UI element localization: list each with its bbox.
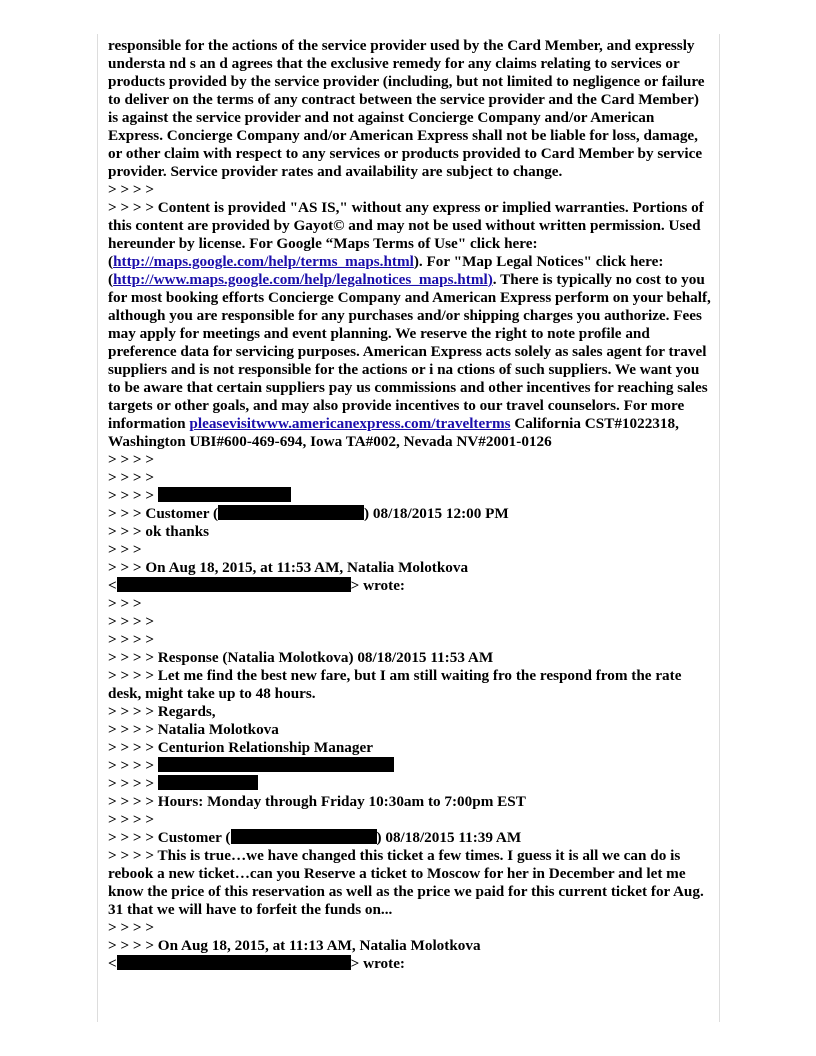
quote-line: > > > >	[108, 811, 155, 828]
redaction-block	[117, 955, 351, 970]
page-right-border	[719, 34, 720, 1022]
signature-regards: > > > > Regards,	[108, 703, 216, 720]
maps-terms-link[interactable]: http://maps.google.com/help/terms_maps.html	[113, 253, 414, 270]
quote-line: > > > >	[108, 181, 155, 198]
disclaimer-text: ). For "Map Legal Notices" click here: (	[108, 253, 664, 288]
redacted-line	[108, 775, 712, 793]
header-prefix: > > > Customer (	[108, 505, 219, 522]
customer-message-header	[108, 505, 712, 523]
quote-line: > > >	[108, 541, 142, 558]
message-line: > > > ok thanks	[108, 523, 210, 540]
disclaimer-text: . There is typically no cost to you for most booking efforts Concierge Company and American Express perform on your behalf, although you are responsible for any purchases and/or shipping charges you authorize. Fees may apply for meetings and event planning. We reserve the right to note profile and preference data for servicing purposes. American Express acts solely as sales agent for travel suppliers and is not responsible for the actions or i na ctions of such suppliers. We want you to be aware that certain suppliers pay us commissions and other incentives for reaching sales targets or other goals, and may also provide incentives to our travel counselors. For more information	[108, 271, 711, 432]
header-timestamp: ) 08/18/2015 12:00 PM	[364, 505, 509, 522]
signature-title: > > > > Centurion Relationship Manager	[108, 739, 373, 756]
disclaimer-paragraph: responsible for the actions of the service provider used by the Card Member, and expressly understa nd s an d agrees that the exclusive remedy for any claims relating to services or products provided by the service provider (including, but not limited to negligence or failure to deliver on the terms of any contract between the service provider and the Card Member) is against the service provider and not against Concierge Company and/or American Express. Concierge Company and/or American Express shall not be liable for loss, damage, or other claim with respect to any services or products provided to Card Member by service provider. Service provider rates and availability are subject to change.	[108, 37, 705, 180]
customer-message-header	[108, 829, 712, 847]
maps-legal-notices-url[interactable]: http://www.maps.google.com/help/legalnotices_maps.html	[113, 271, 488, 288]
redaction-block	[117, 577, 351, 592]
quote-line: > > > >	[108, 451, 155, 468]
maps-legal-notices-link[interactable]	[113, 271, 493, 288]
response-body: > > > > Let me find the best new fare, but I am still waiting fro the respond from the rate desk, might take up to 48 hours.	[108, 667, 682, 702]
customer-message-body: > > > > This is true…we have changed this ticket a few times. I guess it is all we can do is rebook a new ticket…can you Reserve a ticket to Moscow for her in December and let me know the price of this reservation as well as the price we paid for this current ticket for Aug. 31 that we will have to forfeit the funds on...	[108, 847, 704, 918]
redaction-block	[231, 829, 377, 844]
angle-open: <	[108, 577, 117, 594]
reply-attribution-email	[108, 577, 712, 595]
redacted-line	[108, 487, 712, 505]
redaction-block	[158, 487, 291, 502]
redaction-block	[158, 757, 394, 772]
closing-paren[interactable]: )	[487, 271, 493, 288]
quote-line: > > > >	[108, 919, 155, 936]
quote-prefix: > > > >	[108, 757, 158, 774]
wrote-label: > wrote:	[350, 955, 405, 972]
travel-terms-link[interactable]: pleasevisitwww.americanexpress.com/travelterms	[189, 415, 511, 432]
quote-prefix: > > > >	[108, 775, 158, 792]
quote-line: > > > >	[108, 613, 155, 630]
reply-attribution: > > > On Aug 18, 2015, at 11:53 AM, Natalia Molotkova	[108, 559, 469, 576]
quote-line: > > > >	[108, 631, 155, 648]
angle-open: <	[108, 955, 117, 972]
wrote-label: > wrote:	[350, 577, 405, 594]
header-timestamp: ) 08/18/2015 11:39 AM	[376, 829, 522, 846]
reply-attribution-email	[108, 955, 712, 973]
redaction-block	[218, 505, 364, 520]
redacted-line	[108, 757, 712, 775]
header-prefix: > > > > Customer (	[108, 829, 231, 846]
reply-attribution: > > > > On Aug 18, 2015, at 11:13 AM, Natalia Molotkova	[108, 937, 481, 954]
content-disclaimer-paragraph	[108, 199, 712, 451]
redaction-block	[158, 775, 258, 790]
license-numbers: California CST#1022318, Washington UBI#600-469-694, Iowa TA#002, Nevada NV#2001-0126	[108, 415, 679, 450]
quote-line: > > >	[108, 595, 142, 612]
response-header: > > > > Response (Natalia Molotkova) 08/18/2015 11:53 AM	[108, 649, 494, 666]
page-left-border	[97, 34, 98, 1022]
signature-hours: > > > > Hours: Monday through Friday 10:30am to 7:00pm EST	[108, 793, 526, 810]
quote-line: > > > >	[108, 469, 155, 486]
disclaimer-text: > > > > Content is provided "AS IS," without any express or implied warranties. Portions of this content are provided by Gayot© and may not be used without written permission. Used hereunder by license. For Google “Maps Terms of Use" click here: (	[108, 199, 704, 270]
quote-prefix: > > > >	[108, 487, 158, 504]
email-document	[108, 37, 712, 973]
signature-name: > > > > Natalia Molotkova	[108, 721, 279, 738]
